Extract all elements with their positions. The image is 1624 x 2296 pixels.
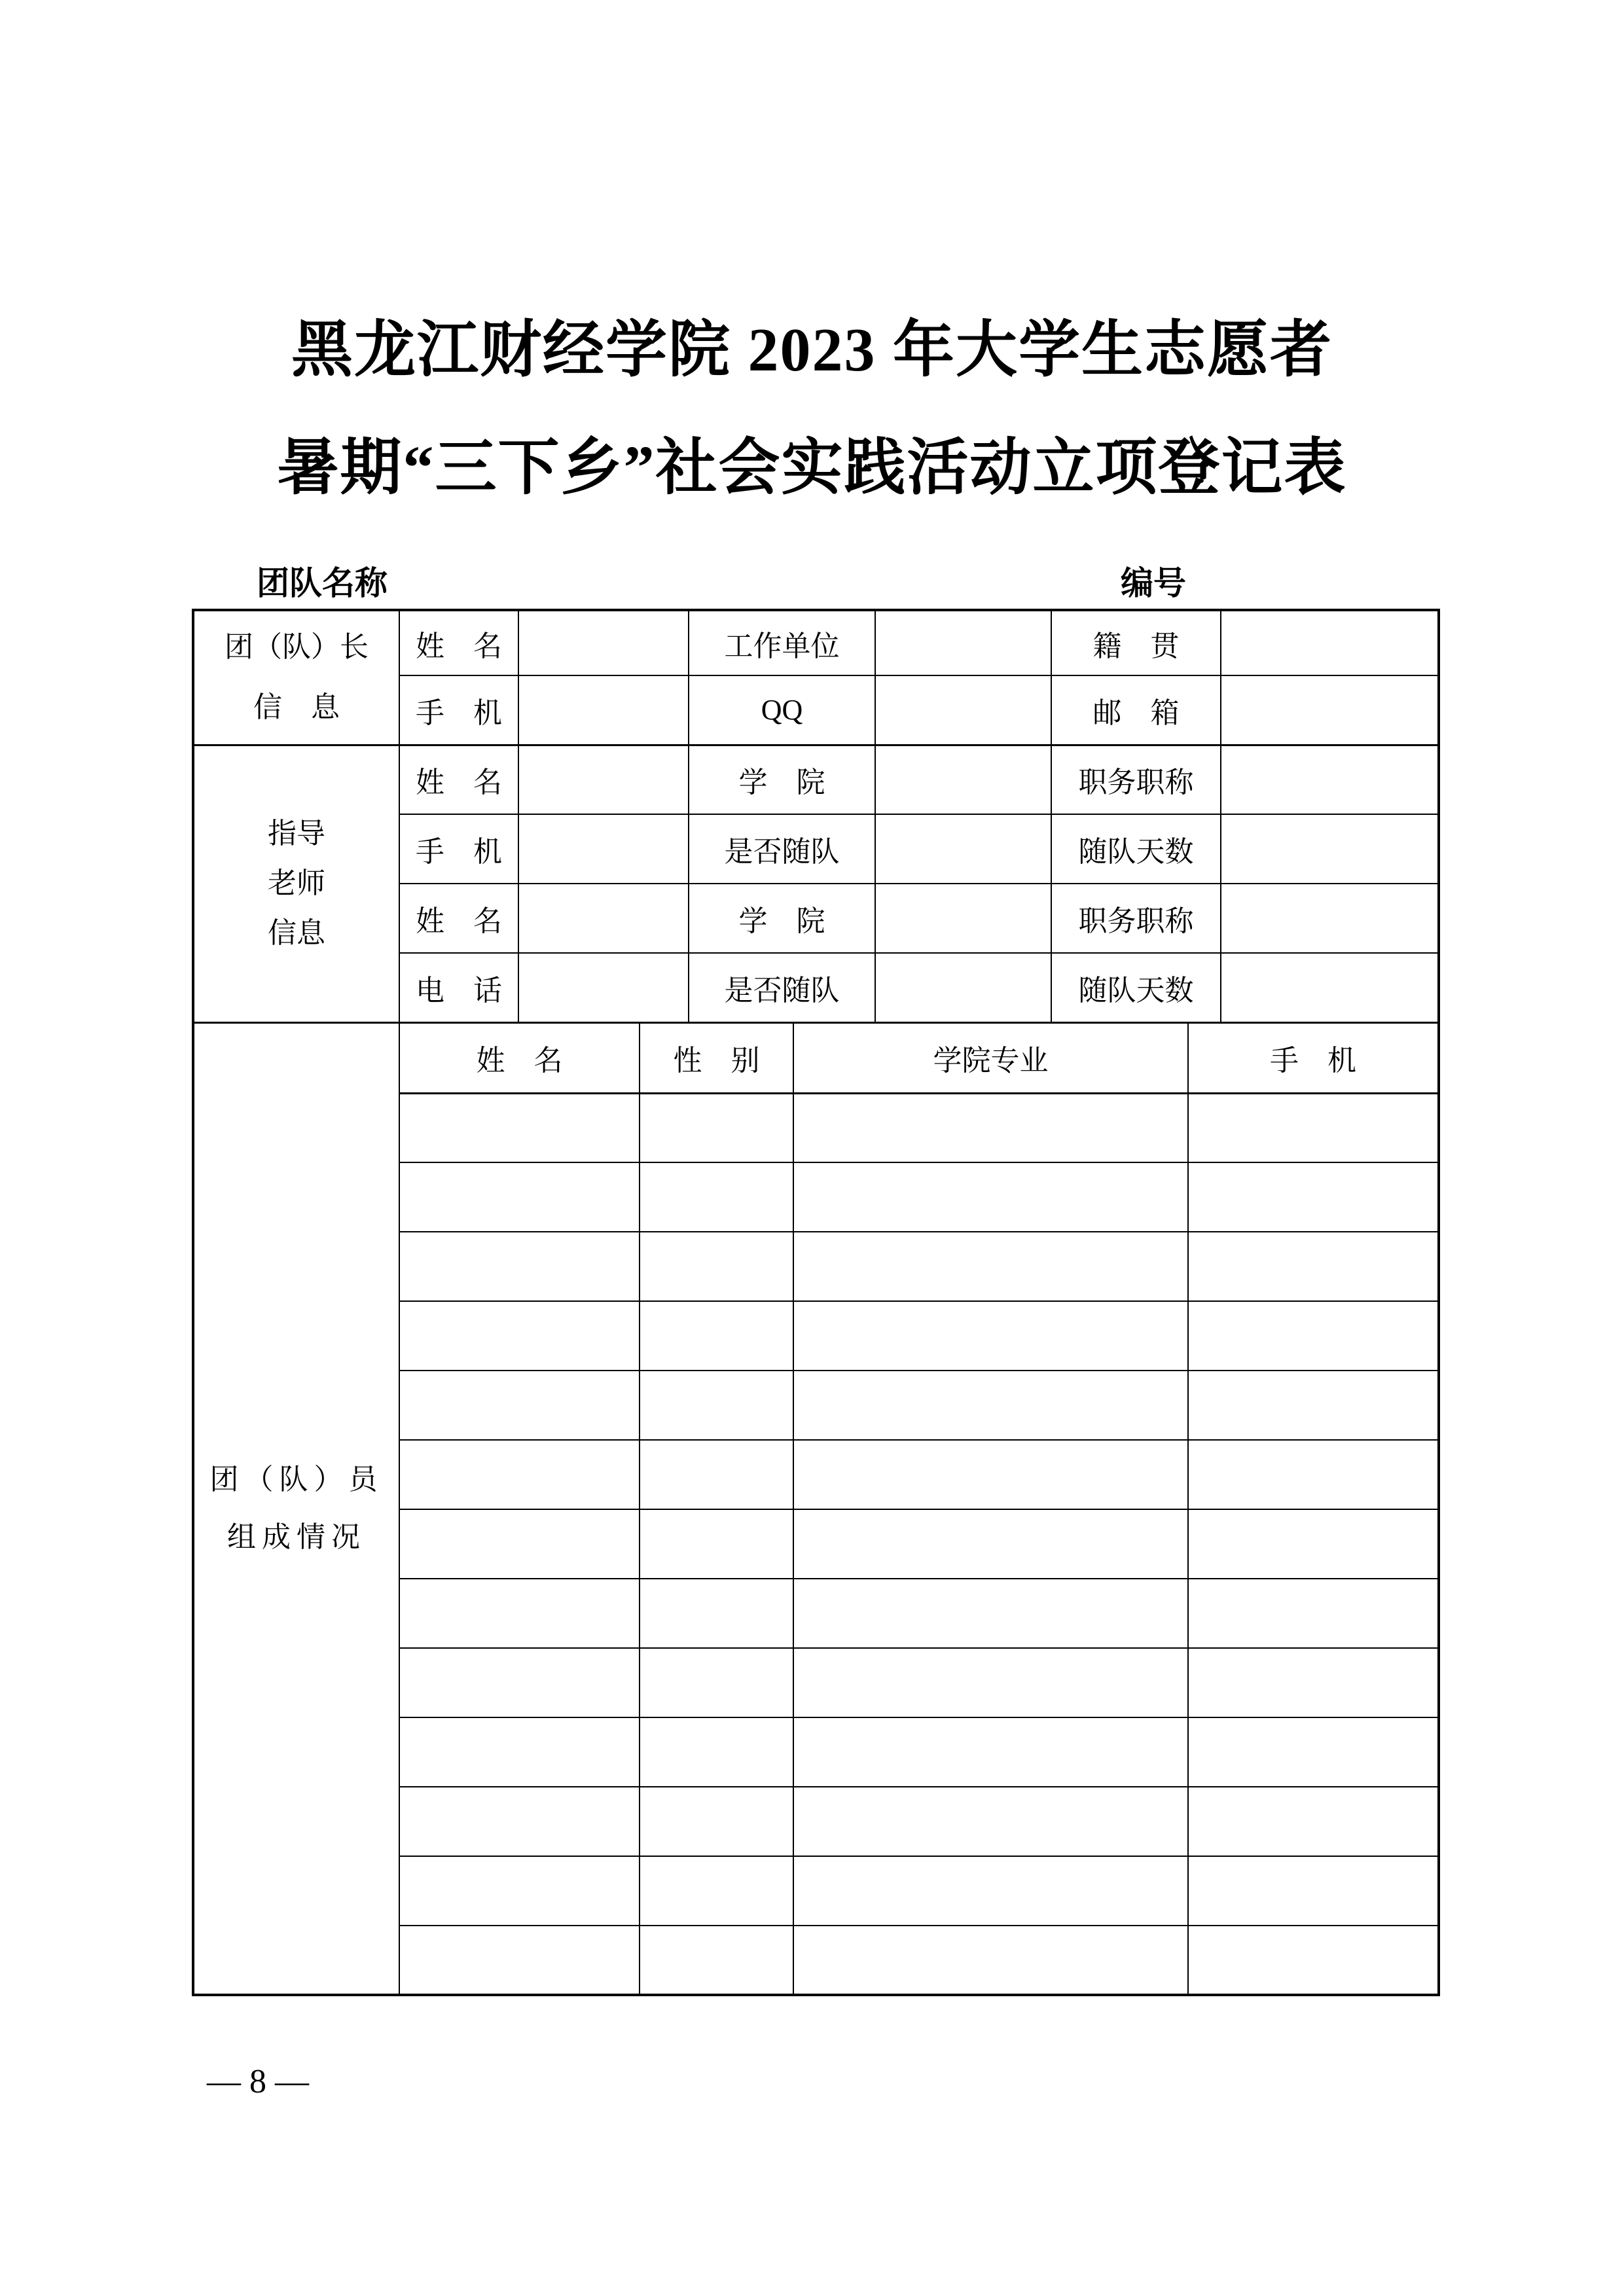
member-college-major-cell <box>793 1509 1188 1579</box>
member-mobile-cell <box>1188 1232 1439 1301</box>
member-gender-cell <box>640 1926 793 1995</box>
member-name-cell <box>399 1093 640 1162</box>
advisor2-phone-value-cell <box>518 953 689 1022</box>
advisor1-title-value-cell <box>1221 745 1439 814</box>
leader-mobile-label: 手 机 <box>399 675 518 745</box>
member-mobile-cell <box>1188 1162 1439 1232</box>
advisor2-name-value-cell <box>518 884 689 953</box>
advisor2-college-label: 学 院 <box>689 884 875 953</box>
advisor-section-header-line1: 指导 <box>268 817 325 850</box>
advisor2-title-label: 职务职称 <box>1051 884 1221 953</box>
member-gender-cell <box>640 1093 793 1162</box>
advisor1-mobile-label: 手 机 <box>399 814 518 884</box>
member-gender-cell <box>640 1301 793 1371</box>
page-number: — 8 — <box>207 2063 309 2100</box>
member-name-cell <box>399 1579 640 1648</box>
member-mobile-cell <box>1188 1301 1439 1371</box>
members-section-header-line1: 团（队）员 <box>209 1463 384 1496</box>
leader-email-label: 邮 箱 <box>1051 675 1221 745</box>
member-college-major-cell <box>793 1093 1188 1162</box>
member-gender-cell <box>640 1856 793 1926</box>
advisor-row-1 <box>193 745 1439 814</box>
member-gender-cell <box>640 1509 793 1579</box>
member-mobile-cell <box>1188 1440 1439 1509</box>
title-line-1: 黑龙江财经学院 2023 年大学生志愿者 <box>291 316 1333 384</box>
members-col-name-label: 姓 名 <box>399 1022 640 1093</box>
member-mobile-cell <box>1188 1579 1439 1648</box>
member-gender-cell <box>640 1648 793 1717</box>
leader-section-header-line1: 团（队）长 <box>225 631 369 664</box>
member-mobile-cell <box>1188 1926 1439 1995</box>
advisor2-phone-label: 电 话 <box>399 953 518 1022</box>
member-college-major-cell <box>793 1856 1188 1926</box>
member-gender-cell <box>640 1787 793 1856</box>
member-college-major-cell <box>793 1162 1188 1232</box>
member-college-major-cell <box>793 1648 1188 1717</box>
advisor1-college-value-cell <box>875 745 1051 814</box>
member-mobile-cell <box>1188 1856 1439 1926</box>
members-col-gender-label: 性 别 <box>640 1022 793 1093</box>
member-name-cell <box>399 1717 640 1787</box>
code-label: 编号 <box>1121 565 1186 601</box>
advisor1-accompany-value-cell <box>875 814 1051 884</box>
member-college-major-cell <box>793 1926 1188 1995</box>
members-section-header <box>193 1022 399 1995</box>
member-mobile-cell <box>1188 1648 1439 1717</box>
member-mobile-cell <box>1188 1509 1439 1579</box>
advisor2-days-value-cell <box>1221 953 1439 1022</box>
member-name-cell <box>399 1371 640 1440</box>
members-col-mobile-label: 手 机 <box>1188 1022 1439 1093</box>
advisor2-college-value-cell <box>875 884 1051 953</box>
leader-name-value-cell <box>518 610 689 675</box>
advisor1-name-label: 姓 名 <box>399 745 518 814</box>
advisor-section-header-line3: 信息 <box>268 917 325 949</box>
member-gender-cell <box>640 1371 793 1440</box>
members-col-college-major-label: 学院专业 <box>793 1022 1188 1093</box>
member-gender-cell <box>640 1717 793 1787</box>
member-mobile-cell <box>1188 1371 1439 1440</box>
leader-origin-label: 籍 贯 <box>1051 610 1221 675</box>
members-section-header-line2: 组成情况 <box>227 1520 366 1553</box>
member-college-major-cell <box>793 1232 1188 1301</box>
advisor1-days-value-cell <box>1221 814 1439 884</box>
team-name-label: 团队名称 <box>257 565 388 601</box>
advisor2-title-value-cell <box>1221 884 1439 953</box>
advisor2-accompany-value-cell <box>875 953 1051 1022</box>
member-gender-cell <box>640 1162 793 1232</box>
advisor2-days-label: 随队天数 <box>1051 953 1221 1022</box>
member-college-major-cell <box>793 1301 1188 1371</box>
title-line-2: 暑期“三下乡”社会实践活动立项登记表 <box>277 434 1347 502</box>
leader-row-1 <box>193 610 1439 675</box>
leader-section-header-line2: 信 息 <box>253 691 340 724</box>
advisor2-name-label: 姓 名 <box>399 884 518 953</box>
member-name-cell <box>399 1301 640 1371</box>
member-gender-cell <box>640 1232 793 1301</box>
leader-qq-value-cell <box>875 675 1051 745</box>
members-header-row <box>193 1022 1439 1093</box>
leader-qq-label: QQ <box>689 675 875 745</box>
member-college-major-cell <box>793 1717 1188 1787</box>
document-title <box>189 291 1435 527</box>
advisor-section-header <box>193 745 399 1022</box>
advisor-section-header-line2: 老师 <box>268 867 325 899</box>
member-mobile-cell <box>1188 1787 1439 1856</box>
member-name-cell <box>399 1509 640 1579</box>
member-mobile-cell <box>1188 1093 1439 1162</box>
member-mobile-cell <box>1188 1717 1439 1787</box>
member-college-major-cell <box>793 1440 1188 1509</box>
member-name-cell <box>399 1232 640 1301</box>
member-name-cell <box>399 1648 640 1717</box>
advisor2-accompany-label: 是否随队 <box>689 953 875 1022</box>
member-college-major-cell <box>793 1787 1188 1856</box>
advisor1-name-value-cell <box>518 745 689 814</box>
member-college-major-cell <box>793 1371 1188 1440</box>
member-name-cell <box>399 1440 640 1509</box>
member-gender-cell <box>640 1579 793 1648</box>
member-name-cell <box>399 1926 640 1995</box>
leader-section-header <box>193 610 399 745</box>
leader-name-label: 姓 名 <box>399 610 518 675</box>
leader-workunit-value-cell <box>875 610 1051 675</box>
member-name-cell <box>399 1162 640 1232</box>
member-name-cell <box>399 1856 640 1926</box>
registration-form-table <box>192 609 1440 1996</box>
advisor1-title-label: 职务职称 <box>1051 745 1221 814</box>
leader-origin-value-cell <box>1221 610 1439 675</box>
leader-mobile-value-cell <box>518 675 689 745</box>
member-gender-cell <box>640 1440 793 1509</box>
leader-workunit-label: 工作单位 <box>689 610 875 675</box>
advisor1-college-label: 学 院 <box>689 745 875 814</box>
advisor1-mobile-value-cell <box>518 814 689 884</box>
advisor1-days-label: 随队天数 <box>1051 814 1221 884</box>
advisor1-accompany-label: 是否随队 <box>689 814 875 884</box>
leader-email-value-cell <box>1221 675 1439 745</box>
member-name-cell <box>399 1787 640 1856</box>
member-college-major-cell <box>793 1579 1188 1648</box>
